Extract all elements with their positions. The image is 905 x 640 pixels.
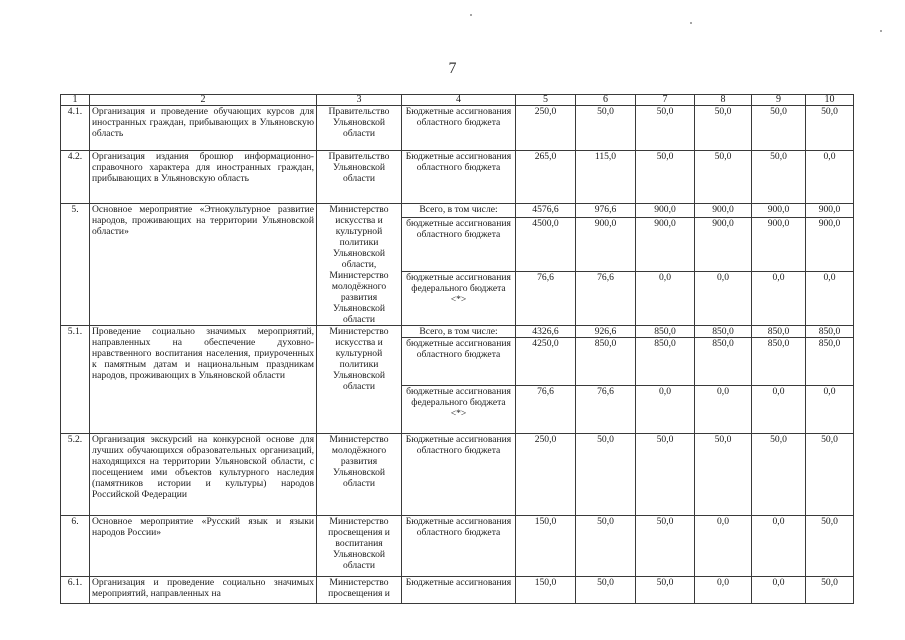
value-total: 4326,6 [516,326,576,338]
activity-name: Организация издания брошюр информационно-справочного характера для иностранных граждан, прибывающих в Ульяновскую область [90,151,317,204]
funding-source: бюджетные ассигнования федерального бюджета <*> [402,271,516,325]
value-total: 4500,0 [516,217,576,271]
value-year: 900,0 [806,217,854,271]
activity-name: Организация и проведение социально значимых мероприятий, направленных на [90,577,317,604]
value-year: 50,0 [576,516,636,577]
activity-name: Основное мероприятие «Этнокультурное развитие народов, проживающих на территории Ульяновской области» [90,204,317,326]
header-cell: 9 [752,95,806,106]
row-number: 5.2. [61,434,90,516]
value-year: 0,0 [636,271,695,325]
value-year: 900,0 [576,217,636,271]
table-row [61,434,854,516]
funding-source: Всего, в том числе: [402,326,516,338]
value-year: 50,0 [752,151,806,204]
table-row [61,151,854,204]
value-year: 900,0 [695,217,752,271]
value-year: 0,0 [752,386,806,434]
executor: Министерство искусства и культурной политики Ульяновской области, Министерство молодёжного развития Ульяновской области [317,204,402,326]
value-year: 0,0 [695,386,752,434]
value-year: 900,0 [752,217,806,271]
value-year: 50,0 [636,106,695,151]
header-row [61,95,854,106]
executor: Правительство Ульяновской области [317,151,402,204]
value-year: 76,6 [576,386,636,434]
value-year: 0,0 [752,516,806,577]
header-cell: 8 [695,95,752,106]
value-year: 50,0 [806,106,854,151]
value-year: 900,0 [806,204,854,218]
funding-source: Бюджетные ассигнования областного бюджета [402,434,516,516]
value-year: 0,0 [806,386,854,434]
funding-source: бюджетные ассигнования федерального бюджета <*> [402,386,516,434]
row-number: 5. [61,204,90,326]
header-cell: 10 [806,95,854,106]
funding-source: Бюджетные ассигнования областного бюджета [402,516,516,577]
funding-source: бюджетные ассигнования областного бюджета [402,217,516,271]
header-cell: 3 [317,95,402,106]
value-year: 976,6 [576,204,636,218]
value-year: 50,0 [806,577,854,604]
value-year: 850,0 [695,338,752,386]
table-row [61,326,854,338]
value-year: 900,0 [636,217,695,271]
value-year: 50,0 [576,577,636,604]
value-year: 50,0 [695,151,752,204]
table-row [61,204,854,218]
value-year: 850,0 [806,326,854,338]
value-total: 4250,0 [516,338,576,386]
table-row [61,516,854,577]
executor: Министерство искусства и культурной политики Ульяновской области [317,326,402,434]
value-year: 850,0 [752,326,806,338]
budget-table [60,94,854,604]
value-year: 850,0 [636,338,695,386]
value-year: 50,0 [695,106,752,151]
value-year: 50,0 [576,106,636,151]
value-total: 250,0 [516,434,576,516]
row-number: 5.1. [61,326,90,434]
value-year: 50,0 [752,434,806,516]
header-cell: 1 [61,95,90,106]
value-year: 115,0 [576,151,636,204]
value-year: 0,0 [695,271,752,325]
executor: Правительство Ульяновской области [317,106,402,151]
scan-speck [690,22,692,24]
activity-name: Организация экскурсий на конкурсной основе для лучших обучающихся образовательных организаций, находящихся на территории Ульяновской области, с посещением ими объектов культурного наследия (памятников истории и культуры) народов Российской Федерации [90,434,317,516]
value-year: 0,0 [752,271,806,325]
value-year: 900,0 [752,204,806,218]
value-year: 0,0 [695,516,752,577]
header-cell: 4 [402,95,516,106]
header-cell: 6 [576,95,636,106]
value-year: 50,0 [695,434,752,516]
header-cell: 7 [636,95,695,106]
value-total: 150,0 [516,516,576,577]
value-total: 265,0 [516,151,576,204]
value-year: 50,0 [636,577,695,604]
value-total: 76,6 [516,271,576,325]
activity-name: Основное мероприятие «Русский язык и языки народов России» [90,516,317,577]
funding-source: Всего, в том числе: [402,204,516,218]
value-year: 850,0 [636,326,695,338]
activity-name: Проведение социально значимых мероприятий, направленных на обеспечение духовно-нравственного воспитания населения, приуроченных к памятным датам и национальным праздникам народов, проживающих в Ульяновской области [90,326,317,434]
row-number: 6. [61,516,90,577]
activity-name: Организация и проведение обучающих курсов для иностранных граждан, прибывающих в Ульяновскую область [90,106,317,151]
value-year: 76,6 [576,271,636,325]
value-year: 0,0 [636,386,695,434]
funding-source: Бюджетные ассигнования [402,577,516,604]
value-year: 926,6 [576,326,636,338]
value-year: 50,0 [576,434,636,516]
value-year: 0,0 [806,151,854,204]
scan-speck [470,14,472,16]
value-total: 4576,6 [516,204,576,218]
header-cell: 5 [516,95,576,106]
header-cell: 2 [90,95,317,106]
table-row [61,577,854,604]
page-number: 7 [448,60,457,77]
funding-source: Бюджетные ассигнования областного бюджета [402,151,516,204]
value-total: 250,0 [516,106,576,151]
value-year: 50,0 [806,516,854,577]
row-number: 6.1. [61,577,90,604]
executor: Министерство просвещения и воспитания Ульяновской области [317,516,402,577]
funding-source: Бюджетные ассигнования областного бюджета [402,106,516,151]
executor: Министерство просвещения и [317,577,402,604]
value-year: 50,0 [636,151,695,204]
value-year: 0,0 [752,577,806,604]
value-year: 50,0 [636,516,695,577]
value-year: 900,0 [695,204,752,218]
value-year: 850,0 [806,338,854,386]
funding-source: бюджетные ассигнования областного бюджета [402,338,516,386]
row-number: 4.2. [61,151,90,204]
value-year: 850,0 [695,326,752,338]
value-year: 900,0 [636,204,695,218]
value-year: 850,0 [752,338,806,386]
executor: Министерство молодёжного развития Ульяновской области [317,434,402,516]
value-year: 0,0 [806,271,854,325]
value-total: 76,6 [516,386,576,434]
value-year: 50,0 [752,106,806,151]
value-year: 0,0 [695,577,752,604]
value-year: 50,0 [636,434,695,516]
scan-speck [880,30,882,32]
value-year: 850,0 [576,338,636,386]
value-total: 150,0 [516,577,576,604]
table-row [61,106,854,151]
row-number: 4.1. [61,106,90,151]
value-year: 50,0 [806,434,854,516]
